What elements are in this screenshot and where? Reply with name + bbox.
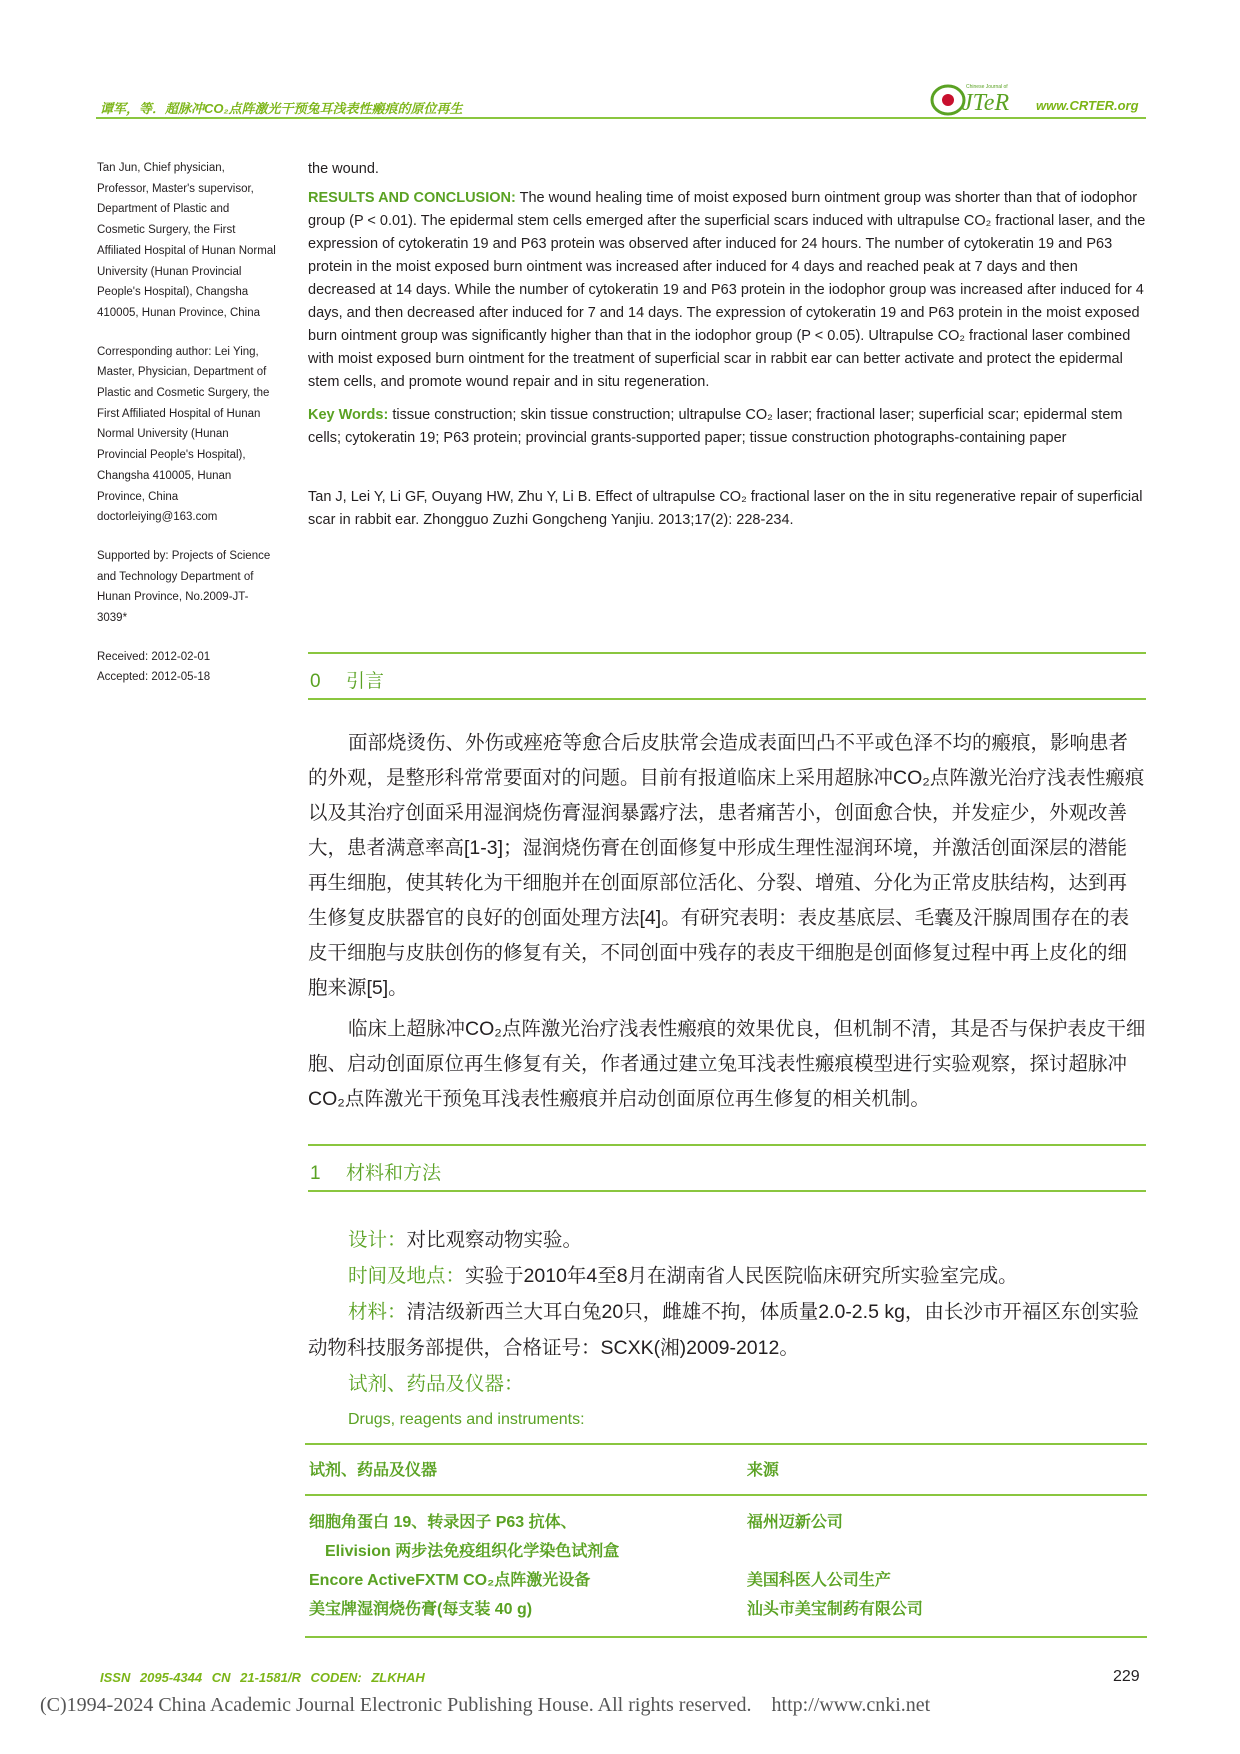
accepted-date: Accepted: 2012-05-18 bbox=[97, 671, 211, 684]
header-rule bbox=[96, 117, 1146, 119]
funding-info: Supported by: Projects of Science and Technology Department of Hunan Province, No.2009-JT-3039* bbox=[97, 549, 271, 625]
material-line bbox=[308, 1294, 1146, 1366]
section-heading-introduction bbox=[308, 652, 1146, 700]
table-cell: Encore ActiveFXTM CO₂点阵激光设备 bbox=[309, 1572, 591, 1589]
results-label: RESULTS AND CONCLUSION: bbox=[308, 190, 516, 206]
copyright-notice: (C)1994-2024 China Academic Journal Electronic Publishing House. All rights reserved. http://www.cnki.net bbox=[40, 1694, 931, 1716]
running-title: 谭军，等．超脉冲CO₂点阵激光干预兔耳浅表性瘢痕的原位再生 bbox=[100, 101, 463, 116]
table-row bbox=[305, 1537, 1147, 1566]
journal-logo bbox=[930, 78, 1030, 118]
section-heading-methods bbox=[308, 1144, 1146, 1192]
section-number: 0 bbox=[310, 671, 321, 692]
table-row bbox=[305, 1495, 1147, 1537]
intro-paragraph-1: 面部烧烫伤、外伤或痤疮等愈合后皮肤常会造成表面凹凸不平或色泽不均的瘢痕，影响患者的外观，是整形科常常要面对的问题。目前有报道临床上采用超脉冲CO₂点阵激光治疗浅表性瘢痕以及其治疗创面采用湿润烧伤膏湿润暴露疗法，患者痛苦小，创面愈合快，并发症少，外观改善大，患者满意率高[1-3]；湿润烧伤膏在创面修复中形成生理性湿润环境，并激活创面深层的潜能再生细胞，使其转化为干细胞并在创面原部位活化、分裂、增殖、分化为正常皮肤结构，达到再生修复皮肤器官的良好的创面处理方法[4]。有研究表明：表皮基底层、毛囊及汗腺周围存在的表皮干细胞与皮肤创伤的修复有关，不同创面中残存的表皮干细胞是创面修复过程中再上皮化的细胞来源[5]。 bbox=[308, 732, 1145, 999]
time-place-line bbox=[308, 1258, 1146, 1294]
sidebar bbox=[97, 158, 277, 706]
site-url[interactable]: www.CRTER.org bbox=[1036, 98, 1139, 113]
section-number: 1 bbox=[310, 1163, 321, 1184]
design-text: 对比观察动物实验。 bbox=[406, 1229, 583, 1251]
table-header: 来源 bbox=[743, 1444, 1147, 1495]
citation: Tan J, Lei Y, Li GF, Ouyang HW, Zhu Y, Li B. Effect of ultrapulse CO₂ fractional laser on the in situ regenerative repair of superficial scar in rabbit ear. Zhongguo Zuzhi Gongcheng Yanjiu. 2013;17(2): 228-234. bbox=[308, 489, 1143, 528]
table-cell: 汕头市美宝制药有限公司 bbox=[743, 1595, 1147, 1637]
table-cell: Elivision 两步法免疫组织化学染色试剂盒 bbox=[325, 1543, 620, 1560]
reagents-label-en: Drugs, reagents and instruments: bbox=[348, 1411, 585, 1428]
section-title: 引言 bbox=[346, 671, 385, 692]
material-label: 材料： bbox=[348, 1301, 407, 1323]
keywords-paragraph bbox=[308, 404, 1146, 450]
table-cell: 福州迈新公司 bbox=[746, 1514, 843, 1531]
keywords-text: tissue construction; skin tissue construction; ultrapulse CO₂ laser; fractional laser; superficial scar; epidermal stem cells; cytokeratin 19; P63 protein; provincial grants-supported paper; tissue construction photographs-containing paper bbox=[308, 407, 1123, 446]
table-row bbox=[305, 1566, 1147, 1595]
results-text: The wound healing time of moist exposed burn ointment group was shorter than that of iodophor group (P < 0.01). The epidermal stem cells emerged after the superficial scars induced with ultrapulse CO₂ fractional laser, and the expression of cytokeratin 19 and P63 protein was observed after induced for 24 hours. The number of cytokeratin 19 and P63 protein in the moist exposed burn ointment was increased after induced for 4 days and reached peak at 7 days and then decreased at 14 days. While the number of cytokeratin 19 and P63 protein in the iodophor group was increased after induced for 4 days, and then decreased after induced for 7 and 14 days. The expression of cytokeratin 19 and P63 protein in the moist exposed burn ointment group was significantly higher than that in the iodophor group (P < 0.05). Ultrapulse CO₂ fractional laser combined with moist exposed burn ointment for the treatment of superficial scar in rabbit ear can better activate and protect the epidermal stem cells, and promote wound repair and in situ regeneration. bbox=[308, 190, 1146, 390]
table-header: 试剂、药品及仪器 bbox=[305, 1444, 743, 1495]
page-number: 229 bbox=[1113, 1668, 1140, 1685]
design-label: 设计： bbox=[348, 1229, 407, 1251]
material-text: 清洁级新西兰大耳白兔20只，雌雄不拘，体质量2.0-2.5 kg，由长沙市开福区东创实验动物科技服务部提供，合格证号：SCXK(湘)2009-2012。 bbox=[308, 1301, 1139, 1359]
table-cell-empty bbox=[743, 1537, 1147, 1566]
author-info: Tan Jun, Chief physician, Professor, Master's supervisor, Department of Plastic and Cosmetic Surgery, the First Affiliated Hospital of Hunan Normal University (Hunan Provincial People's Hospital), Changsha 410005, Hunan Province, China bbox=[97, 162, 276, 319]
reagents-table bbox=[305, 1443, 1147, 1638]
abstract bbox=[308, 158, 1146, 532]
table-cell: 美国科医人公司生产 bbox=[746, 1572, 891, 1589]
table-row bbox=[305, 1595, 1147, 1637]
section-title: 材料和方法 bbox=[346, 1163, 442, 1184]
table-cell: 美宝牌湿润烧伤膏(每支装 40 g) bbox=[305, 1595, 743, 1637]
svg-text:JTeR: JTeR bbox=[962, 90, 1010, 116]
table-cell: 细胞角蛋白 19、转录因子 P63 抗体、 bbox=[309, 1514, 577, 1531]
methods-body bbox=[308, 1222, 1146, 1438]
results-paragraph bbox=[308, 187, 1146, 394]
abstract-continued: the wound. bbox=[308, 161, 379, 177]
corresponding-author: Corresponding author: Lei Ying, Master, Physician, Department of Plastic and Cosmetic Surgery, the First Affiliated Hospital of Hunan Normal University (Hunan Provincial People's Hospital), Changsha 410005, Hunan Province, China doctorleiying@163.com bbox=[97, 345, 270, 524]
time-label: 时间及地点： bbox=[348, 1265, 466, 1287]
design-line bbox=[308, 1222, 1146, 1258]
time-text: 实验于2010年4至8月在湖南省人民医院临床研究所实验室完成。 bbox=[465, 1265, 1018, 1287]
received-date: Received: 2012-02-01 bbox=[97, 650, 211, 663]
svg-text:Chinese Journal of: Chinese Journal of bbox=[966, 84, 1008, 90]
footer-issn: ISSN 2095-4344 CN 21-1581/R CODEN: ZLKHAH bbox=[100, 1670, 425, 1685]
intro-paragraph-2: 临床上超脉冲CO₂点阵激光治疗浅表性瘢痕的效果优良，但机制不清，其是否与保护表皮干细胞、启动创面原位再生修复有关，作者通过建立兔耳浅表性瘢痕模型进行实验观察，探讨超脉冲CO₂点阵激光干预兔耳浅表性瘢痕并启动创面原位再生修复的相关机制。 bbox=[308, 1018, 1146, 1110]
table-header-row bbox=[305, 1444, 1147, 1495]
introduction-body bbox=[308, 726, 1146, 1123]
reagents-label-cn: 试剂、药品及仪器： bbox=[348, 1373, 524, 1395]
keywords-label: Key Words: bbox=[308, 407, 389, 423]
